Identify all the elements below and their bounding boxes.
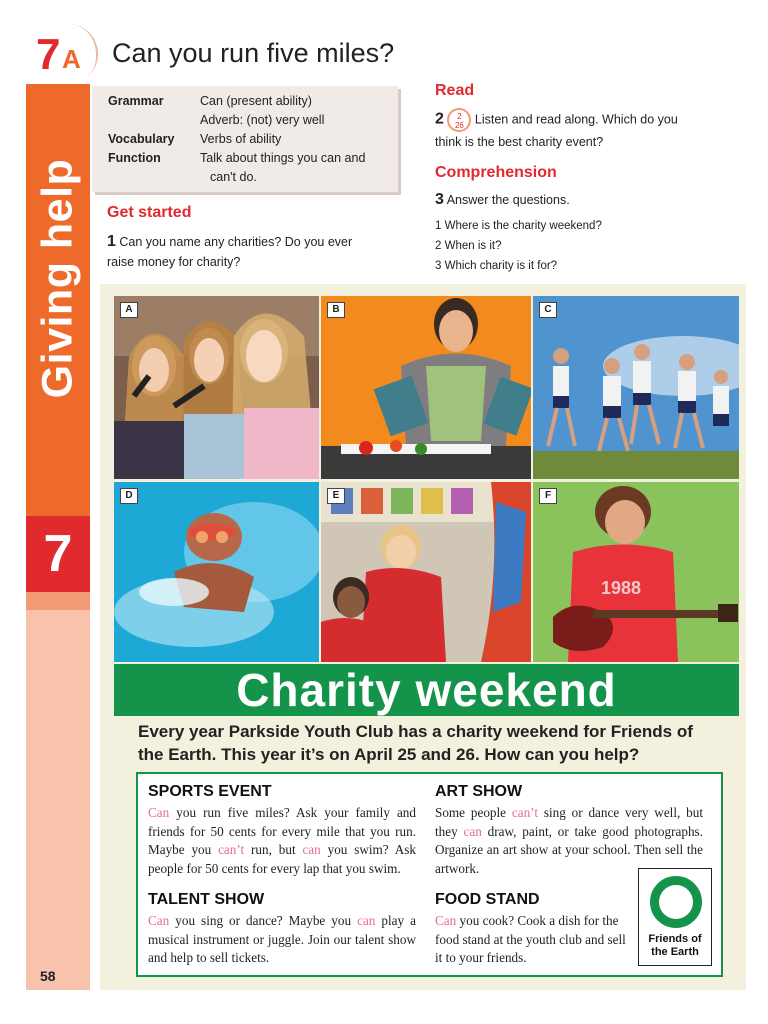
talent-show-title: TALENT SHOW bbox=[148, 891, 265, 908]
comprehension-questions bbox=[435, 216, 602, 276]
photo-singers: A bbox=[114, 296, 319, 479]
comprehension-instruction: 3 Answer the questions. bbox=[435, 191, 570, 208]
earth-ring-icon bbox=[650, 876, 702, 928]
photo-runners: C bbox=[533, 296, 739, 479]
photo-guitarist: 1988 F bbox=[533, 482, 739, 662]
question-item: 2 When is it? bbox=[435, 240, 502, 252]
tshirt-print: 1988 bbox=[601, 578, 642, 598]
art-show-title: ART SHOW bbox=[435, 783, 523, 800]
unit-title-vertical: Giving help bbox=[33, 158, 82, 398]
page-number: 58 bbox=[40, 968, 56, 984]
photo-painting: E bbox=[321, 482, 531, 662]
article-banner: Charity weekend bbox=[114, 664, 739, 716]
objectives-box: Grammar Can (present ability) Adverb: (not) very well Vocabulary Verbs of ability Function Talk about things you can and can't do. bbox=[92, 86, 398, 192]
food-stand-text: Can you cook? Cook a dish for the food stand at the youth club and sell it to your friends. bbox=[435, 913, 626, 965]
question-item: 3 Which charity is it for? bbox=[435, 260, 558, 272]
audio-cd-icon[interactable]: 2 26 bbox=[447, 108, 471, 132]
sports-event-title: SPORTS EVENT bbox=[148, 783, 272, 800]
read-heading: Read bbox=[435, 82, 475, 99]
sports-event-text: Can you run five miles? Ask your family and friends for 50 cents for every mile that you run. Maybe you can’t run, but can you swim? Ask people for 50 cents for every lap that you swim. bbox=[148, 805, 417, 876]
comprehension-heading: Comprehension bbox=[435, 164, 557, 181]
art-show-text: Some people can’t sing or dance very well, but they can draw, paint, or take good photographs. Organize an art show at your school. Then sell the artwork. bbox=[435, 805, 703, 876]
band-divider bbox=[26, 592, 90, 610]
get-started-text: 1 Can you name any charities? Do you ever raise money for charity? bbox=[107, 233, 353, 269]
get-started-heading: Get started bbox=[107, 204, 192, 221]
unit-number-box: 7 bbox=[26, 516, 90, 592]
page-title: Can you run five miles? bbox=[112, 38, 395, 68]
band-lower bbox=[26, 610, 90, 990]
unit-code-number: 7 bbox=[36, 30, 59, 79]
article-intro: Every year Parkside Youth Club has a charity weekend for Friends of the Earth. This year it’s on April 25 and 26. How can you help? bbox=[138, 722, 693, 764]
photo-cooking: B bbox=[321, 296, 531, 479]
unit-code-letter: A bbox=[62, 44, 81, 74]
friends-of-the-earth-logo: Friends of the Earth bbox=[638, 868, 712, 966]
talent-show-text: Can you sing or dance? Maybe you can play a musical instrument or juggle. Join our talent show and help to sell tickets. bbox=[148, 913, 416, 965]
food-stand-title: FOOD STAND bbox=[435, 891, 540, 908]
read-text: 2 2 26 Listen and read along. Which do you think is the best charity event? bbox=[435, 108, 678, 152]
photo-swimmer: D bbox=[114, 482, 319, 662]
question-item: 1 Where is the charity weekend? bbox=[435, 220, 602, 232]
unit-code bbox=[30, 30, 96, 84]
